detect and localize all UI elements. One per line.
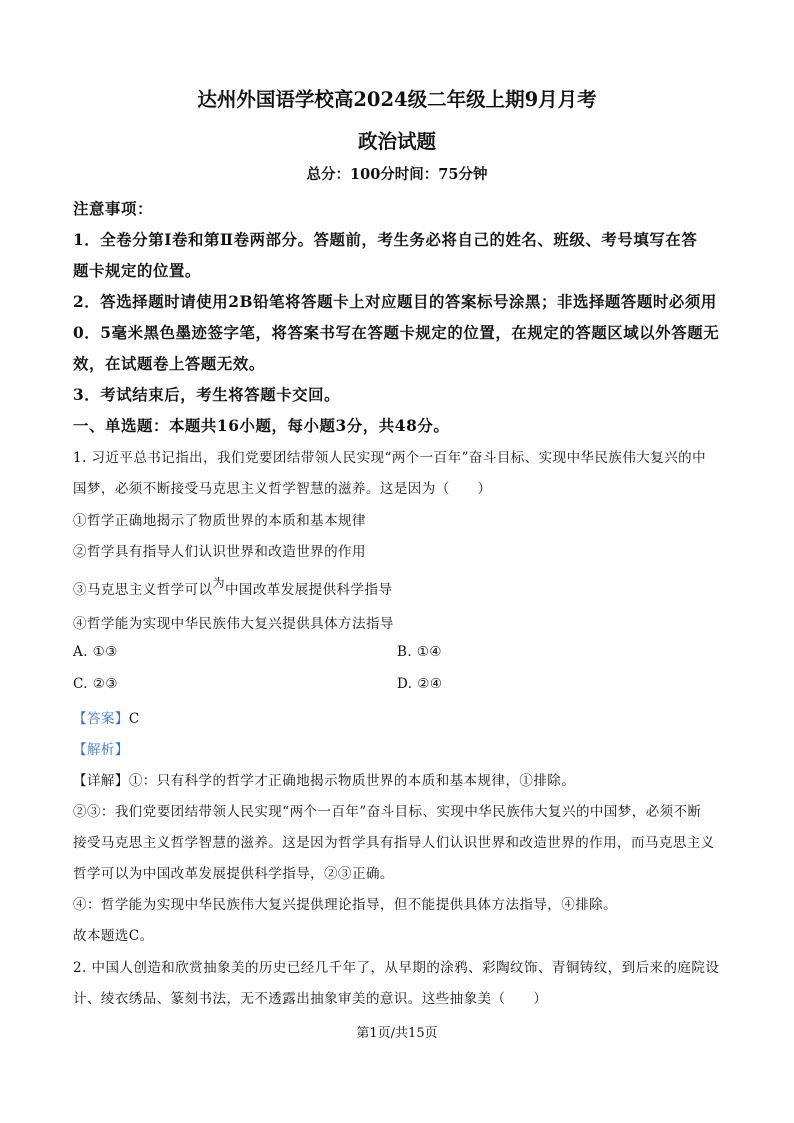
detail-tag: 【详解】 <box>73 773 129 789</box>
notice-line: 3．考试结束后，考生将答题卡交回。 <box>73 386 341 404</box>
notice-line: 1．全卷分第Ⅰ卷和第Ⅱ卷两部分。答题前，考生务必将自己的姓名、班级、考号填写在答 <box>73 231 698 249</box>
option-a: A. ①③ <box>73 644 118 660</box>
question-stem: 计、绫衣绣品、篆刻书法，无不透露出抽象审美的意识。这些抽象美（ ） <box>73 991 548 1007</box>
notice-heading: 注意事项： <box>73 200 153 218</box>
answer-line <box>73 707 140 727</box>
option-b: B. ①④ <box>397 644 442 660</box>
section-heading: 一、单选题：本题共16小题，每小题3分，共48分。 <box>73 417 450 435</box>
detail-text: ①：只有科学的哲学才正确地揭示物质世界的本质和基本规律，①排除。 <box>128 773 576 789</box>
answer-value: C <box>128 711 140 727</box>
item-superscript: 为 <box>212 576 225 590</box>
detail-line: 故本题选C。 <box>73 928 154 944</box>
option-c: C. ②③ <box>73 676 118 692</box>
subject-title: 政治试题 <box>357 130 436 153</box>
detail-line: ④：哲学能为实现中华民族伟大复兴提供理论指导，但不能提供具体方法指导，④排除。 <box>73 897 618 913</box>
question-item: ①哲学正确地揭示了物质世界的本质和基本规律 <box>73 513 366 529</box>
item-text: ③马克思主义哲学可以 <box>73 582 213 598</box>
option-d: D. ②④ <box>397 676 443 692</box>
answer-tag: 【答案】 <box>73 711 129 727</box>
detail-line: ②③：我们党要团结带领人民实现“两个一百年”奋斗目标、实现中华民族伟大复兴的中国梦，必须不断 <box>73 804 702 820</box>
detail-line: 接受马克思主义哲学智慧的滋养。这是因为哲学具有指导人们认识世界和改造世界的作用，而马克思主义 <box>73 835 715 851</box>
page-number: 第1页/共15页 <box>356 1026 438 1041</box>
notice-line: 题卡规定的位置。 <box>73 262 201 280</box>
detail-line <box>73 769 575 789</box>
exam-title: 达州外国语学校高2024级二年级上期9月月考 <box>197 88 597 111</box>
analysis-tag: 【解析】 <box>73 742 129 758</box>
question-item: ②哲学具有指导人们认识世界和改造世界的作用 <box>73 544 366 560</box>
question-stem: 1. 习近平总书记指出，我们党要团结带领人民实现“两个一百年”奋斗目标、实现中华民族伟大复兴的中 <box>73 450 707 466</box>
question-stem: 国梦，必须不断接受马克思主义哲学智慧的滋养。这是因为（ ） <box>73 481 492 497</box>
notice-line: 效，在试题卷上答题无效。 <box>73 355 265 373</box>
detail-line: 哲学可以为中国改革发展提供科学指导，②③正确。 <box>73 866 394 882</box>
notice-line: 0．5毫米黑色墨迹签字笔，将答案书写在答题卡规定的位置，在规定的答题区域以外答题无 <box>73 324 720 342</box>
score-time: 总分：100分时间：75分钟 <box>306 166 488 183</box>
notice-line: 2．答选择题时请使用2B铅笔将答题卡上对应题目的答案标号涂黑；非选择题答题时必须用 <box>73 293 717 311</box>
question-stem: 2. 中国人创造和欣赏抽象美的历史已经几千年了，从早期的涂鸦、彩陶纹饰、青铜铸纹，到后来的庭院设 <box>73 960 720 976</box>
item-text: 中国改革发展提供科学指导 <box>224 582 393 598</box>
question-item <box>73 578 392 598</box>
question-item: ④哲学能为实现中华民族伟大复兴提供具体方法指导 <box>73 616 394 632</box>
